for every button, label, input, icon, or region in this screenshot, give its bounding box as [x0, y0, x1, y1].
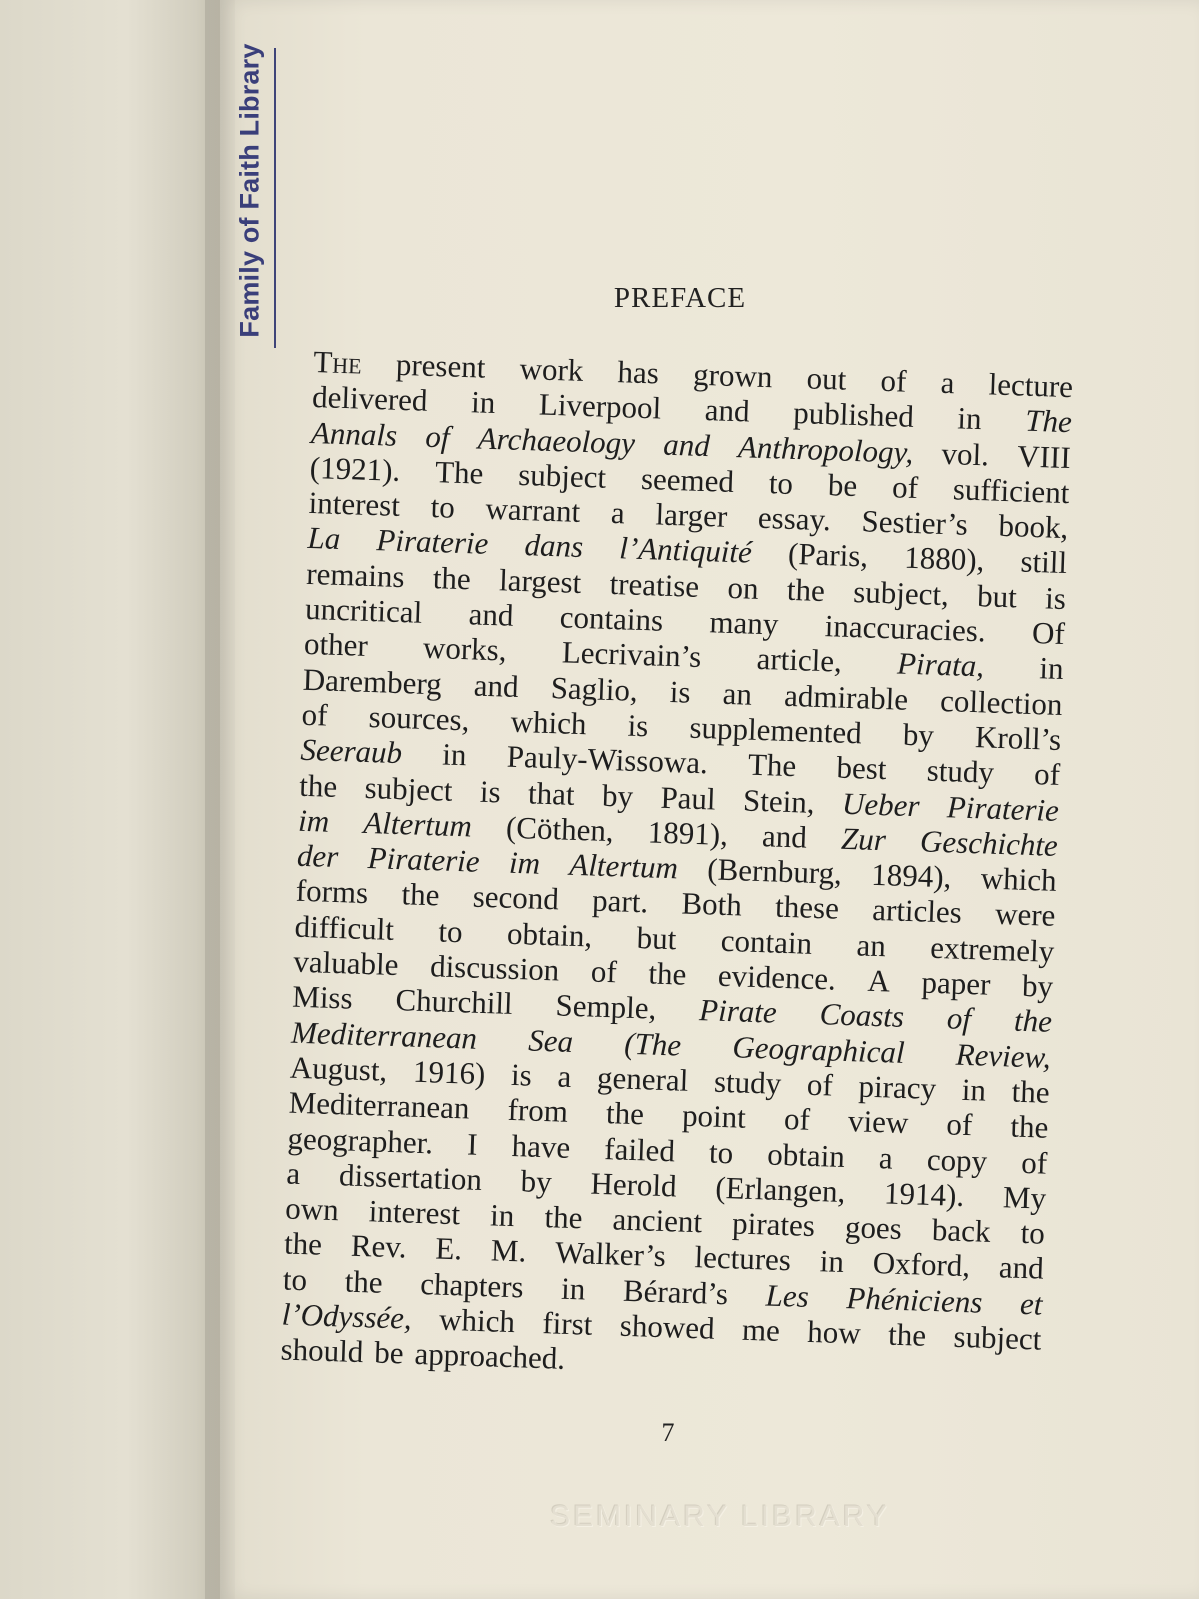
- word: dissertation: [338, 1157, 483, 1197]
- word: goes: [844, 1209, 903, 1247]
- word: articles: [871, 892, 963, 931]
- word: Semple,: [555, 987, 657, 1027]
- word: La: [306, 520, 341, 557]
- word: a: [940, 364, 956, 401]
- word: of: [946, 1000, 972, 1037]
- word: Phéniciens: [845, 1279, 984, 1320]
- word: geographer.: [287, 1120, 434, 1160]
- word: 1891),: [647, 814, 729, 852]
- library-stamp: [226, 30, 274, 350]
- word: treatise: [609, 565, 700, 604]
- word: and: [662, 426, 711, 463]
- word: study: [713, 1063, 782, 1101]
- word: published: [792, 395, 915, 435]
- word: extremely: [929, 929, 1055, 969]
- word: Altertum: [568, 846, 679, 886]
- preface-body: [280, 344, 1074, 1392]
- word: out: [806, 360, 847, 397]
- word: of: [301, 696, 329, 733]
- word: Annals: [310, 414, 398, 453]
- word: 1880),: [903, 540, 985, 578]
- word: an: [722, 675, 753, 712]
- word: Lecrivain’s: [561, 634, 702, 675]
- word: 1894),: [870, 856, 952, 895]
- word: the: [283, 1225, 323, 1263]
- word: a: [285, 1155, 301, 1191]
- word: and: [704, 392, 751, 429]
- word: Stein,: [742, 782, 816, 820]
- word: valuable: [292, 943, 400, 983]
- word: Herold: [589, 1165, 678, 1204]
- word: study: [926, 752, 995, 791]
- word: has: [617, 354, 660, 391]
- word: of: [1033, 756, 1061, 793]
- word: the: [344, 1263, 384, 1300]
- word: how: [806, 1313, 862, 1351]
- word: I: [466, 1126, 479, 1162]
- word: Pirate: [698, 992, 778, 1031]
- word: in: [819, 1243, 845, 1280]
- word: VIII: [1016, 437, 1072, 475]
- word: in: [956, 400, 983, 437]
- word: paper: [921, 964, 991, 1002]
- left-page: [0, 0, 230, 1599]
- word: sources,: [368, 698, 471, 738]
- word: the: [1009, 1108, 1049, 1146]
- word: sufficient: [952, 471, 1070, 511]
- word: August,: [289, 1049, 388, 1088]
- word: 1916): [412, 1053, 486, 1092]
- word: Ueber: [841, 785, 921, 823]
- word: Zur: [840, 820, 887, 858]
- word: Piraterie: [946, 788, 1060, 828]
- word: subject,: [852, 573, 950, 612]
- word: is: [510, 1056, 533, 1093]
- word: dans: [524, 527, 584, 565]
- word: subject: [364, 769, 454, 808]
- embossed-stamp: SEMINARY LIBRARY: [550, 1500, 890, 1533]
- word: in: [961, 1071, 987, 1108]
- word: copy: [926, 1141, 988, 1179]
- word: the: [887, 1316, 927, 1353]
- word: l’Antiquité: [618, 530, 753, 571]
- word: subject: [517, 456, 607, 495]
- word: seemed: [640, 460, 735, 499]
- word: Seeraub: [299, 732, 403, 771]
- page-number: 7: [661, 1418, 675, 1447]
- word: The: [1024, 402, 1073, 440]
- word: an: [856, 927, 887, 964]
- word: Paul: [659, 779, 717, 817]
- stamp-rule: [274, 48, 276, 348]
- word: Piraterie: [367, 840, 481, 879]
- word: et: [1019, 1285, 1044, 1322]
- word: Pauly-Wissowa.: [506, 738, 709, 781]
- word: a: [878, 1139, 894, 1176]
- word: to: [437, 913, 464, 949]
- word: the: [432, 559, 472, 597]
- word: discussion: [429, 948, 560, 988]
- word: vol.: [941, 435, 990, 473]
- word: The: [747, 746, 797, 784]
- word: Liverpool: [538, 386, 662, 426]
- word: and: [761, 817, 808, 855]
- word: present: [395, 346, 486, 385]
- word: view: [847, 1103, 909, 1141]
- word: Geographical: [731, 1028, 906, 1070]
- word: in: [489, 1197, 515, 1234]
- word: Anthropology,: [737, 428, 914, 470]
- word: the: [605, 1095, 645, 1132]
- word: interest: [308, 485, 401, 524]
- word: delivered: [311, 379, 429, 419]
- word: der: [296, 837, 339, 875]
- word: A: [866, 962, 891, 999]
- word: of: [1020, 1144, 1048, 1181]
- word: The: [434, 453, 484, 491]
- word: ancient: [612, 1201, 703, 1240]
- word: Both: [681, 885, 743, 923]
- word: forms: [295, 873, 369, 911]
- word: Review,: [955, 1036, 1052, 1075]
- word: (Paris,: [787, 536, 869, 574]
- word: the: [1011, 1073, 1051, 1110]
- word: but: [636, 919, 677, 957]
- word: of: [879, 362, 907, 399]
- word: many: [708, 604, 779, 642]
- word: work: [519, 350, 584, 388]
- word: in: [441, 736, 468, 773]
- word: point: [681, 1097, 747, 1135]
- word: is: [479, 773, 502, 809]
- word: which: [510, 703, 587, 742]
- word: chapters: [419, 1265, 525, 1305]
- word: im: [297, 802, 330, 839]
- word: My: [1002, 1179, 1047, 1216]
- word: on: [727, 569, 760, 606]
- word: by: [520, 1163, 553, 1200]
- word: a: [610, 495, 626, 531]
- word: Kroll’s: [974, 719, 1062, 757]
- word: by: [1021, 967, 1054, 1004]
- word: of: [806, 1066, 834, 1103]
- word: of: [945, 1106, 973, 1143]
- word: the: [647, 955, 687, 992]
- word: and: [473, 667, 520, 704]
- word: of: [590, 953, 618, 990]
- word: Archaeology: [477, 420, 636, 461]
- word: supplemented: [689, 709, 863, 751]
- word: Walker’s: [554, 1234, 667, 1274]
- word: the: [400, 876, 440, 913]
- word: piracy: [858, 1068, 937, 1106]
- word: that: [527, 774, 576, 812]
- word: the: [1013, 1002, 1053, 1040]
- word: back: [931, 1212, 992, 1250]
- word: other: [303, 626, 369, 664]
- word: is: [669, 673, 692, 710]
- word: be: [827, 467, 858, 503]
- word: but: [976, 577, 1018, 615]
- word: first: [541, 1305, 593, 1342]
- word: second: [472, 879, 560, 917]
- word: best: [835, 749, 888, 787]
- word: subject: [953, 1318, 1042, 1357]
- word: interest: [368, 1193, 461, 1232]
- word: collection: [939, 682, 1064, 722]
- word: Daremberg: [302, 661, 443, 702]
- word: Pirata,: [896, 645, 985, 684]
- word: admirable: [783, 677, 909, 717]
- word: Bérard’s: [622, 1272, 729, 1311]
- word: (1921).: [309, 449, 401, 488]
- page-title: PREFACE: [613, 282, 747, 314]
- word: these: [774, 889, 840, 927]
- word: (Cöthen,: [505, 809, 615, 849]
- word: to: [1020, 1215, 1046, 1251]
- word: The: [312, 344, 363, 381]
- word: (The: [623, 1025, 682, 1063]
- word: remains: [305, 555, 406, 594]
- word: is: [627, 707, 649, 744]
- word: uncritical: [304, 590, 423, 630]
- word: own: [284, 1190, 340, 1228]
- word: me: [741, 1311, 781, 1348]
- word: Oxford,: [872, 1245, 971, 1284]
- word: pirates: [731, 1205, 816, 1244]
- word: general: [596, 1059, 689, 1098]
- word: (Erlangen,: [714, 1169, 846, 1209]
- word: M.: [490, 1232, 527, 1269]
- word: largest: [498, 562, 582, 600]
- word: showed: [619, 1307, 716, 1346]
- word: obtain,: [506, 915, 593, 954]
- word: is: [1044, 580, 1067, 616]
- word: Sestier’s: [861, 503, 969, 542]
- word: contain: [720, 922, 813, 961]
- word: a: [557, 1058, 572, 1094]
- word: from: [507, 1092, 569, 1130]
- word: which: [980, 860, 1058, 899]
- word: and: [998, 1249, 1045, 1287]
- word: book,: [997, 507, 1069, 546]
- word: the: [543, 1199, 583, 1236]
- word: failed: [603, 1130, 676, 1168]
- word: article,: [756, 641, 843, 680]
- word: should: [280, 1331, 364, 1370]
- word: 1914).: [883, 1175, 965, 1213]
- word: be: [373, 1334, 405, 1371]
- library-stamp-text: Family of Faith Library: [234, 42, 265, 338]
- word: Saglio,: [550, 669, 639, 708]
- word: the: [298, 767, 338, 804]
- word: in: [1038, 650, 1065, 687]
- word: were: [994, 896, 1056, 934]
- word: Churchill: [395, 982, 514, 1022]
- word: to: [430, 489, 456, 525]
- word: lecture: [988, 366, 1074, 405]
- word: Piraterie: [375, 522, 489, 562]
- word: part.: [591, 882, 649, 920]
- word: of: [424, 418, 451, 455]
- word: Altertum: [362, 804, 473, 844]
- word: Coasts: [819, 996, 905, 1035]
- word: inaccuracies.: [824, 608, 987, 649]
- word: to: [282, 1261, 308, 1297]
- word: Sea: [527, 1022, 574, 1059]
- word: the: [786, 571, 826, 608]
- word: Of: [1031, 615, 1066, 652]
- word: in: [560, 1270, 586, 1307]
- word: of: [783, 1101, 811, 1138]
- word: Mediterranean: [288, 1084, 471, 1126]
- word: by: [601, 777, 634, 814]
- word: im: [508, 844, 541, 881]
- word: warrant: [485, 490, 581, 530]
- word: and: [468, 596, 514, 633]
- word: Les: [765, 1277, 810, 1314]
- word: by: [902, 716, 935, 753]
- word: evidence.: [717, 957, 837, 997]
- word: difficult: [294, 908, 395, 947]
- word: Rev.: [350, 1228, 408, 1265]
- word: Miss: [291, 978, 354, 1016]
- word: (Bernburg,: [706, 851, 843, 891]
- word: Geschichte: [919, 823, 1059, 863]
- word: of: [891, 469, 919, 505]
- word: still: [1020, 544, 1068, 581]
- word: lectures: [694, 1239, 792, 1278]
- word: contains: [559, 599, 664, 638]
- word: essay.: [757, 500, 832, 538]
- word: in: [470, 384, 496, 421]
- word: to: [708, 1134, 734, 1170]
- word: works,: [422, 630, 508, 668]
- word: E.: [434, 1230, 463, 1267]
- word: to: [768, 465, 794, 501]
- word: l’Odyssée,: [281, 1296, 413, 1336]
- word: have: [511, 1127, 571, 1165]
- word: obtain: [766, 1136, 846, 1174]
- word: grown: [692, 356, 773, 395]
- word: which: [438, 1301, 516, 1340]
- word: approached.: [413, 1336, 566, 1377]
- word: Mediterranean: [290, 1014, 478, 1056]
- word: larger: [654, 496, 728, 534]
